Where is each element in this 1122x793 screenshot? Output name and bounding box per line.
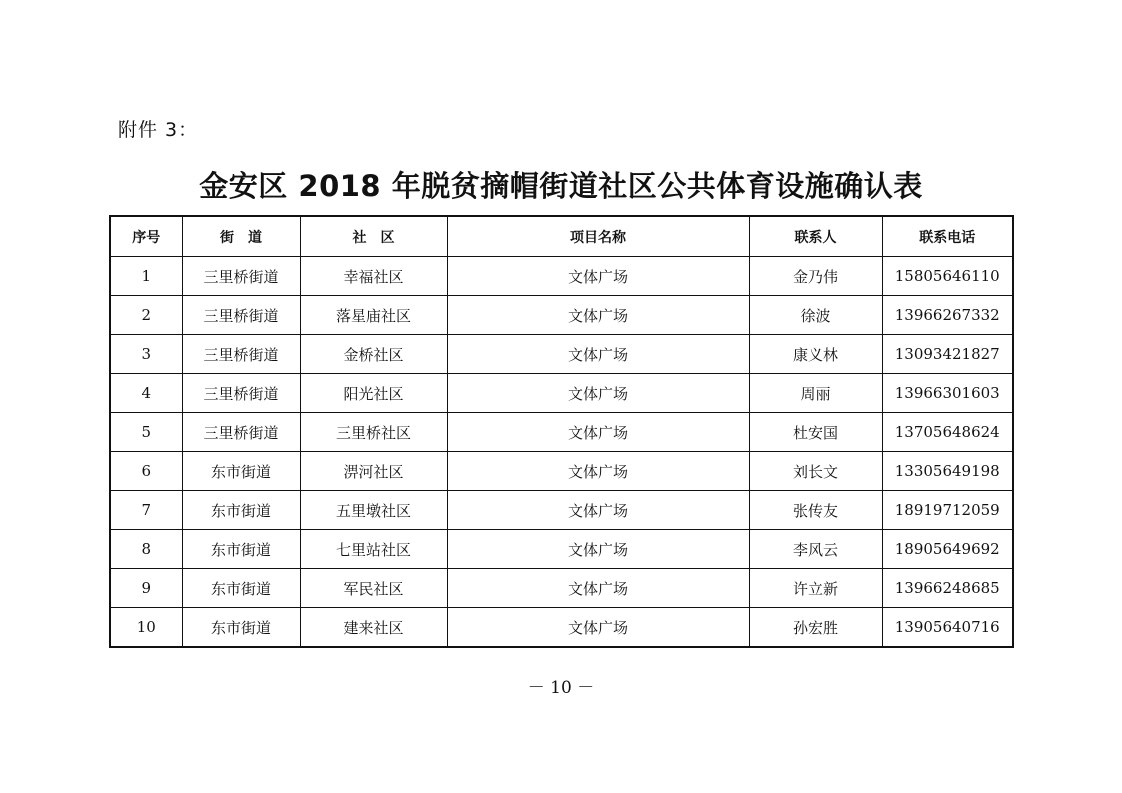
cell-phone: 13305649198 — [882, 452, 1013, 491]
cell-community: 军民社区 — [300, 569, 447, 608]
header-phone: 联系电话 — [882, 216, 1013, 257]
cell-index: 9 — [110, 569, 182, 608]
attachment-label: 附件 3： — [118, 119, 199, 141]
cell-index: 2 — [110, 296, 182, 335]
table-row — [110, 530, 1013, 569]
cell-phone: 13966248685 — [882, 569, 1013, 608]
cell-street: 东市街道 — [182, 491, 300, 530]
page-number: － 10 － — [527, 678, 595, 698]
cell-street: 东市街道 — [182, 452, 300, 491]
cell-street: 三里桥街道 — [182, 335, 300, 374]
cell-phone: 13705648624 — [882, 413, 1013, 452]
cell-phone: 18905649692 — [882, 530, 1013, 569]
cell-community: 落星庙社区 — [300, 296, 447, 335]
table-row — [110, 335, 1013, 374]
table-row — [110, 569, 1013, 608]
cell-index: 1 — [110, 257, 182, 296]
cell-community: 淠河社区 — [300, 452, 447, 491]
cell-contact: 孙宏胜 — [749, 608, 882, 648]
cell-contact: 许立新 — [749, 569, 882, 608]
table-row — [110, 296, 1013, 335]
cell-project-name: 文体广场 — [447, 257, 749, 296]
cell-project-name: 文体广场 — [447, 413, 749, 452]
header-project-name: 项目名称 — [447, 216, 749, 257]
cell-street: 东市街道 — [182, 608, 300, 648]
cell-street: 三里桥街道 — [182, 413, 300, 452]
cell-phone: 13905640716 — [882, 608, 1013, 648]
cell-street: 三里桥街道 — [182, 296, 300, 335]
header-row — [110, 216, 1013, 257]
cell-phone: 13093421827 — [882, 335, 1013, 374]
cell-community: 金桥社区 — [300, 335, 447, 374]
table-header — [110, 216, 1013, 257]
cell-project-name: 文体广场 — [447, 296, 749, 335]
cell-index: 3 — [110, 335, 182, 374]
table-row — [110, 452, 1013, 491]
cell-contact: 康义林 — [749, 335, 882, 374]
facility-table — [109, 215, 1014, 648]
cell-street: 东市街道 — [182, 569, 300, 608]
cell-project-name: 文体广场 — [447, 374, 749, 413]
cell-phone: 13966301603 — [882, 374, 1013, 413]
header-contact: 联系人 — [749, 216, 882, 257]
header-community: 社 区 — [300, 216, 447, 257]
table-row — [110, 413, 1013, 452]
cell-index: 4 — [110, 374, 182, 413]
table-row — [110, 608, 1013, 648]
cell-street: 东市街道 — [182, 530, 300, 569]
cell-street: 三里桥街道 — [182, 257, 300, 296]
cell-contact: 杜安国 — [749, 413, 882, 452]
cell-community: 三里桥社区 — [300, 413, 447, 452]
cell-community: 建来社区 — [300, 608, 447, 648]
cell-community: 五里墩社区 — [300, 491, 447, 530]
cell-contact: 刘长文 — [749, 452, 882, 491]
header-street: 街 道 — [182, 216, 300, 257]
cell-index: 6 — [110, 452, 182, 491]
cell-community: 阳光社区 — [300, 374, 447, 413]
cell-project-name: 文体广场 — [447, 452, 749, 491]
header-index: 序号 — [110, 216, 182, 257]
cell-phone: 18919712059 — [882, 491, 1013, 530]
cell-contact: 李风云 — [749, 530, 882, 569]
cell-project-name: 文体广场 — [447, 530, 749, 569]
cell-project-name: 文体广场 — [447, 491, 749, 530]
cell-contact: 张传友 — [749, 491, 882, 530]
cell-index: 8 — [110, 530, 182, 569]
cell-project-name: 文体广场 — [447, 335, 749, 374]
cell-phone: 13966267332 — [882, 296, 1013, 335]
table-row — [110, 257, 1013, 296]
table-body — [110, 257, 1013, 648]
cell-street: 三里桥街道 — [182, 374, 300, 413]
table-row — [110, 491, 1013, 530]
cell-index: 7 — [110, 491, 182, 530]
cell-contact: 周丽 — [749, 374, 882, 413]
cell-contact: 徐波 — [749, 296, 882, 335]
cell-index: 5 — [110, 413, 182, 452]
cell-project-name: 文体广场 — [447, 608, 749, 648]
cell-project-name: 文体广场 — [447, 569, 749, 608]
document-title: 金安区 2018 年脱贫摘帽街道社区公共体育设施确认表 — [199, 169, 923, 203]
cell-index: 10 — [110, 608, 182, 648]
cell-community: 幸福社区 — [300, 257, 447, 296]
table-row — [110, 374, 1013, 413]
cell-phone: 15805646110 — [882, 257, 1013, 296]
cell-contact: 金乃伟 — [749, 257, 882, 296]
cell-community: 七里站社区 — [300, 530, 447, 569]
